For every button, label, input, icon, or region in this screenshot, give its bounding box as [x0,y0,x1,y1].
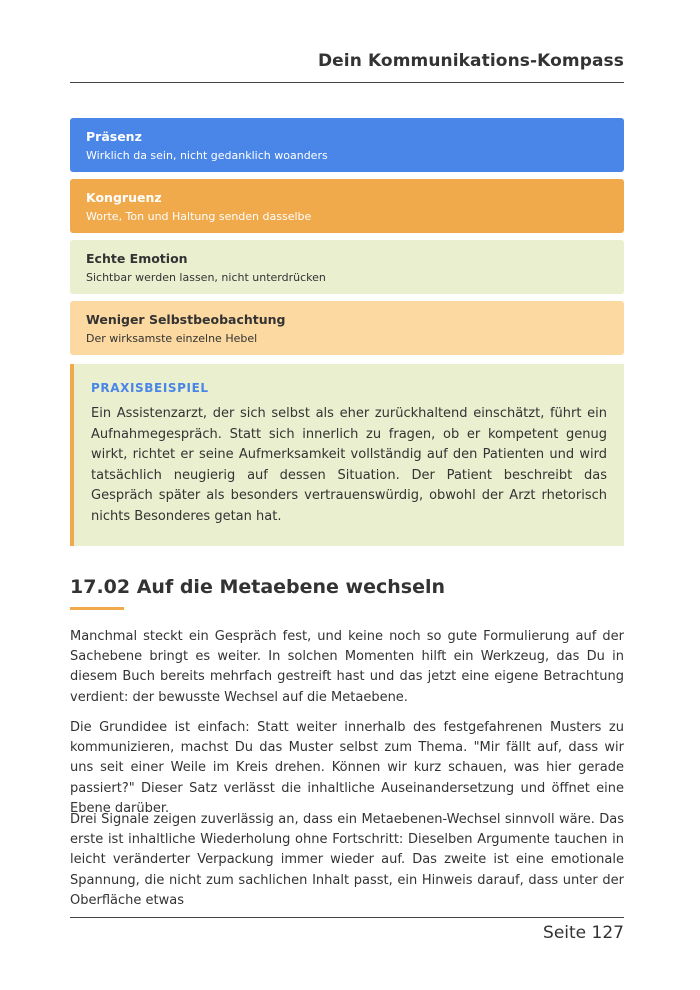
paragraph: Drei Signale zeigen zuverlässig an, dass ein Metaebenen-Wechsel sinnvoll wäre. Das erste ist inhaltliche Wiederholung ohne Fortschritt: Dieselben Argumente tauchen in leicht veränderter Verpackung immer wieder auf. Das zweite ist eine emotionale Spannung, die nicht zum sachlichen Inhalt passt, ein Hinweis darauf, dass unter der Oberfläche etwas [70,812,624,908]
heading-underline [70,607,124,610]
practice-example-box [70,364,624,546]
card-echte-emotion [70,240,624,294]
page-number: Seite 127 [543,923,624,943]
paragraph: Manchmal steckt ein Gespräch fest, und keine noch so gute Formulierung auf der Sachebene bringt es weiter. In solchen Momenten hilft ein Werkzeug, das Du in diesem Buch bereits mehrfach gestreift hast und das jetzt eine eigene Betrachtung verdient: der bewusste Wechsel auf die Metaebene. [70,629,624,705]
card-subtitle: Sichtbar werden lassen, nicht unterdrücken [86,271,326,284]
card-subtitle: Worte, Ton und Haltung senden dasselbe [86,210,312,223]
practice-example-label: PRAXISBEISPIEL [91,381,209,395]
practice-example-text: Ein Assistenzarzt, der sich selbst als eher zurückhaltend einschätzt, führt ein Aufnahmegespräch. Statt sich innerlich zu fragen, ob er kompetent genug wirkt, richtet er seine Aufmerksamkeit vollständig auf den Patienten und wird tatsächlich neugierig auf dessen Situation. Der Patient beschreibt das Gespräch später als besonders vertrauenswürdig, obwohl der Arzt rhetorisch nichts Besonderes getan hat. [91,406,607,524]
footer-divider [70,917,624,918]
paragraph: Die Grundidee ist einfach: Statt weiter innerhalb des festgefahrenen Musters zu kommunizieren, machst Du das Muster selbst zum Thema. "Mir fällt auf, dass wir uns seit einer Weile im Kreis drehen. Können wir kurz schauen, was hier gerade passiert?" Dieser Satz verlässt die inhaltliche Auseinandersetzung und öffnet eine Ebene darüber. [70,720,624,816]
card-kongruenz [70,179,624,233]
page-header-title: Dein Kommunikations-Kompass [317,51,624,71]
section-heading: 17.02 Auf die Metaebene wechseln [70,576,445,598]
card-title: Weniger Selbstbeobachtung [86,312,286,327]
card-weniger-selbstbeobachtung [70,301,624,355]
card-subtitle: Wirklich da sein, nicht gedanklich woanders [86,149,328,162]
card-subtitle: Der wirksamste einzelne Hebel [86,332,258,345]
card-title: Präsenz [86,129,142,144]
card-praesenz [70,118,624,172]
card-title: Kongruenz [86,190,162,205]
card-title: Echte Emotion [86,251,188,266]
header-divider [70,82,624,83]
